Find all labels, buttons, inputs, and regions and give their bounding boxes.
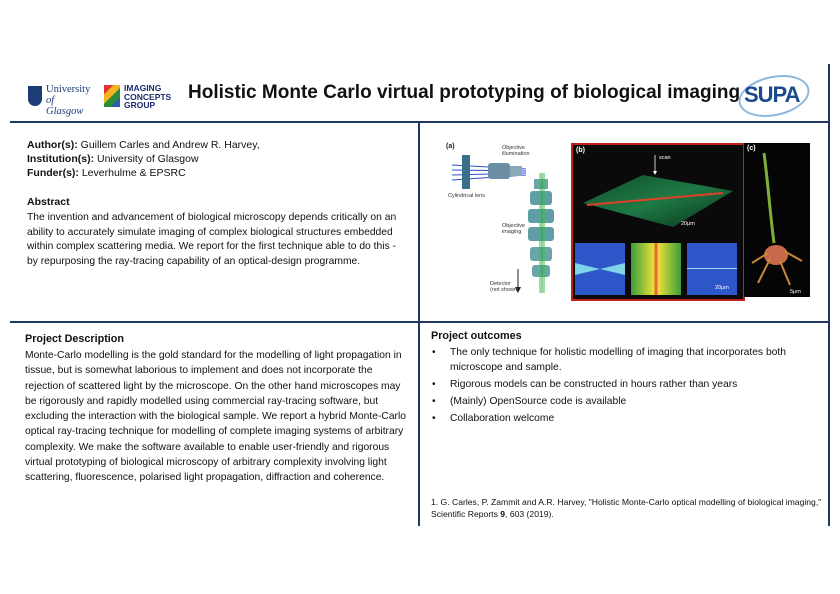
light-sheet-render bbox=[573, 145, 743, 241]
supa-logo bbox=[738, 76, 812, 116]
project-description-body: Monte-Carlo modelling is the gold standard for the modelling of light propagation in tissue, but is somewhat laborious to implement and does not incorporate the rejection of scattered light by the microscope. On the other hand microscopes may be rigorously and rapidly modelled using commercial ray-tracing software, but excluding the interaction with the biological sample. We report a hybrid Monte-Carlo optical ray-tracing technique for modelling of complete imaging systems of arbitrary complexity. We make the software available to enable user-friendly and rigorous virtual prototyping of biological microscopy of arbitrary complexity involving light scattering, fluorescence, polarised light propagation, diffraction and coherence. bbox=[25, 350, 406, 484]
icg-logo-line2: CONCEPTS bbox=[124, 91, 172, 102]
uog-shield-icon bbox=[28, 86, 42, 106]
reference-citation: 1. G. Carles, P. Zammit and A.R. Harvey, "Holistic Monte-Carlo optical modelling of biological imaging," Scientific Reports 9, 603 (2019). bbox=[431, 497, 822, 520]
optics-schematic bbox=[446, 143, 570, 299]
authors-line: Author(s): Guillem Carles and Andrew R. Harvey, bbox=[27, 139, 260, 151]
right-edge-rule bbox=[828, 64, 830, 526]
cylindrical-lens-label: Cylindrical lens bbox=[448, 193, 485, 199]
panel-b-label: (b) bbox=[576, 147, 585, 154]
panel-c-label: (c) bbox=[747, 145, 756, 152]
panel-b-scale-label: 20μm bbox=[681, 221, 695, 227]
list-item: • Collaboration welcome bbox=[431, 411, 823, 426]
list-item: • (Mainly) OpenSource code is available bbox=[431, 394, 823, 409]
supa-logo-text: SUPA bbox=[744, 82, 800, 107]
objective-illumination-label: Objective illumination bbox=[502, 145, 530, 157]
authors-value: Guillem Carles and Andrew R. Harvey, bbox=[80, 139, 260, 151]
panel-b-subview-2 bbox=[631, 243, 681, 295]
list-item: • Rigorous models can be constructed in hours rather than years bbox=[431, 377, 823, 392]
panel-c-scale-label: 5μm bbox=[790, 289, 801, 295]
detector-label: Detector (not shown) bbox=[490, 281, 519, 293]
uog-logo-line1: University bbox=[46, 84, 91, 95]
abstract-heading: Abstract bbox=[27, 196, 70, 208]
list-item: • The only technique for holistic modelling of imaging that incorporates both microscope and sample. bbox=[431, 345, 823, 375]
funder-value: Leverhulme & EPSRC bbox=[81, 167, 186, 179]
center-divider bbox=[418, 121, 420, 526]
imaging-concepts-group-logo bbox=[104, 84, 178, 110]
sample-volume-shape bbox=[583, 175, 733, 227]
imaging-objective-stack bbox=[528, 179, 554, 277]
institution-value: University of Glasgow bbox=[97, 153, 199, 165]
illumination-objective-shape bbox=[488, 163, 510, 179]
middle-rule bbox=[10, 321, 830, 323]
panel-b-subview-3 bbox=[687, 243, 737, 295]
panel-b-sub-scale-label: 20μm bbox=[715, 285, 729, 291]
meta-block bbox=[27, 138, 407, 180]
neuron-render bbox=[744, 143, 810, 297]
header-rule bbox=[10, 121, 830, 123]
project-outcomes-list bbox=[431, 345, 823, 428]
institution-line: Institution(s): University of Glasgow bbox=[27, 153, 199, 165]
figure-panel-c bbox=[744, 143, 810, 297]
cylindrical-lens-shape bbox=[462, 155, 470, 189]
beam-waist-icon bbox=[575, 243, 625, 295]
uog-logo-line2: of Glasgow bbox=[46, 95, 84, 117]
project-outcomes-heading: Project outcomes bbox=[431, 330, 522, 342]
reference-volume: 9 bbox=[500, 509, 506, 520]
funder-line: Funder(s): Leverhulme & EPSRC bbox=[27, 167, 186, 179]
abstract-body: The invention and advancement of biological microscopy depends critically on an ability to accurately simulate imaging of complex biological structures embedded within complex scattering media. We report for the first technique able to do this - by repurposing the ray-tracing capability of an optical-design programme. bbox=[27, 212, 397, 267]
icg-logo-line3: GROUP bbox=[124, 100, 156, 111]
university-of-glasgow-logo bbox=[28, 84, 92, 117]
objective-imaging-label: Objective imaging bbox=[502, 223, 525, 235]
panel-b-subview-1 bbox=[575, 243, 625, 295]
scan-label: scan bbox=[659, 155, 671, 161]
figure-panel-a bbox=[446, 143, 570, 299]
icg-logo-line1: IMAGING bbox=[124, 83, 162, 93]
poster-title: Holistic Monte Carlo virtual prototyping of biological imaging bbox=[188, 82, 741, 103]
icg-mosaic-icon bbox=[104, 85, 120, 107]
microscopy-figure bbox=[446, 143, 820, 299]
figure-panel-b bbox=[571, 143, 745, 301]
panel-a-label: (a) bbox=[446, 143, 455, 150]
project-description-heading: Project Description bbox=[25, 333, 124, 345]
